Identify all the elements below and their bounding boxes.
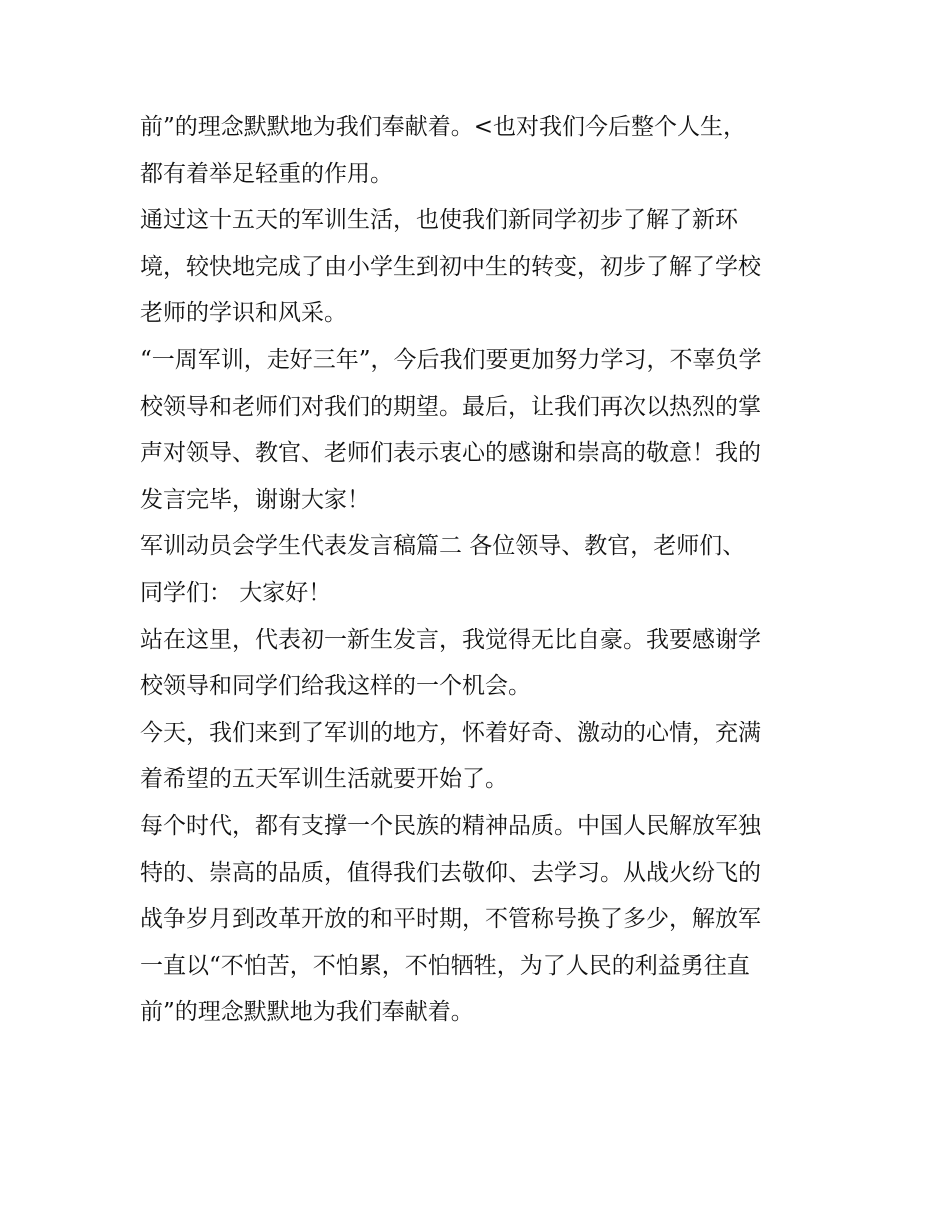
text-line: 前”的理念默默地为我们奉献着。	[140, 999, 474, 1026]
text-line: 每个时代，都有支撑一个民族的精神品质。中国人民解放军独	[140, 812, 761, 839]
text-line: 境，较快地完成了由小学生到初中生的转变，初步了解了学校	[140, 253, 761, 280]
text-line: “一周军训，走好三年”，今后我们要更加努力学习，不辜负学	[140, 346, 762, 373]
text-line: 一直以“不怕苦，不怕累，不怕牺牲，为了人民的利益勇往直	[140, 952, 750, 979]
text-line: 站在这里，代表初一新生发言，我觉得无比自豪。我要感谢学	[140, 626, 761, 653]
text-line: 战争岁月到改革开放的和平时期，不管称号换了多少，解放军	[140, 906, 761, 933]
text-line: 军训动员会学生代表发言稿篇二 各位领导、教官，老师们、	[140, 533, 746, 560]
text-line: 前”的理念默默地为我们奉献着。<也对我们今后整个人生，	[140, 114, 747, 140]
text-line: 校领导和同学们给我这样的一个机会。	[140, 673, 531, 700]
text-line: 着希望的五天军训生活就要开始了。	[140, 766, 508, 793]
text-line: 特的、崇高的品质，值得我们去敬仰、去学习。从战火纷飞的	[140, 859, 761, 886]
document-body	[140, 104, 820, 1036]
text-line: 今天，我们来到了军训的地方，怀着好奇、激动的心情，充满	[140, 719, 761, 746]
text-line: 发言完毕，谢谢大家！	[140, 486, 370, 513]
text-line: 老师的学识和风采。	[140, 300, 347, 327]
text-line: 通过这十五天的军训生活，也使我们新同学初步了解了新环	[140, 207, 738, 234]
text-line: 声对领导、教官、老师们表示衷心的感谢和崇高的敬意！我的	[140, 440, 761, 467]
text-line: 同学们： 大家好！	[140, 579, 332, 606]
text-line: 校领导和老师们对我们的期望。最后，让我们再次以热烈的掌	[140, 393, 761, 420]
text-line: 都有着举足轻重的作用。	[140, 160, 393, 187]
